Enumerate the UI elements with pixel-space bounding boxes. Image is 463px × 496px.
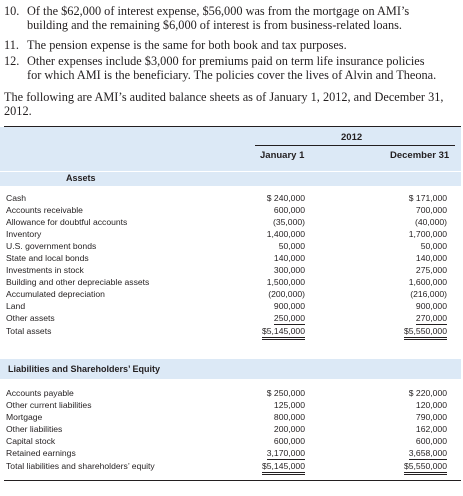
jan-value: (35,000) [272, 217, 305, 227]
row-label: Accounts payable [6, 388, 74, 398]
row-label: Other assets [6, 313, 55, 323]
intro-line: The following are AMI’s audited balance sheets as of January 1, 2012, and December 31, [4, 90, 444, 104]
dec-value: 1,600,000 [408, 277, 447, 287]
jan-value: 900,000 [273, 301, 305, 311]
col-january-1: January 1 [260, 150, 305, 161]
jan-value: $ 240,000 [266, 193, 305, 203]
row-label: Inventory [6, 229, 42, 239]
jan-value: 600,000 [273, 205, 305, 215]
jan-value: (200,000) [268, 289, 305, 299]
jan-value: 140,000 [273, 253, 305, 263]
row-label: Mortgage [6, 412, 43, 422]
dec-value: 162,000 [415, 424, 447, 434]
row-label: Other liabilities [6, 424, 63, 434]
row-label: Accumulated depreciation [6, 289, 105, 299]
dec-value: 790,000 [415, 412, 447, 422]
row-label: Accounts receivable [6, 205, 83, 215]
dec-value: 275,000 [415, 265, 447, 275]
jan-total: $5,145,000 [262, 461, 305, 475]
dec-value: $ 171,000 [408, 193, 447, 203]
row-label: Retained earnings [6, 448, 76, 458]
jan-value: 250,000 [273, 313, 305, 323]
year-underline [255, 145, 455, 146]
jan-value: 800,000 [273, 412, 305, 422]
item-text-line: Other expenses include $3,000 for premiums paid on term life insurance policies [27, 54, 425, 68]
table-bottom-rule [4, 480, 461, 481]
row-label: Capital stock [6, 436, 56, 446]
row-label: Cash [6, 193, 27, 203]
dec-value: 50,000 [420, 241, 447, 251]
dec-value: $ 220,000 [408, 388, 447, 398]
intro-paragraph [4, 90, 460, 118]
dec-total: $5,550,000 [404, 461, 447, 475]
jan-value: $ 250,000 [266, 388, 305, 398]
row-label: State and local bonds [6, 253, 89, 263]
dec-total: $5,550,000 [404, 326, 447, 340]
liabilities-header: Liabilities and Shareholders’ Equity [8, 364, 161, 374]
dec-value: (216,000) [410, 289, 447, 299]
dec-value: 270,000 [415, 313, 447, 323]
row-label: Investments in stock [6, 265, 84, 275]
jan-value: 125,000 [273, 400, 305, 410]
row-label: Land [6, 301, 26, 311]
col-december-31: December 31 [390, 150, 450, 161]
jan-value: 1,500,000 [266, 277, 305, 287]
dec-value: 120,000 [415, 400, 447, 410]
item-number: 12. [4, 54, 20, 68]
jan-value: 50,000 [278, 241, 305, 251]
jan-value: 1,400,000 [266, 229, 305, 239]
item-text-line: for which AMI is the beneficiary. The policies cover the lives of Alvin and Theona. [27, 68, 437, 82]
row-label: Allowance for doubtful accounts [6, 217, 128, 227]
dec-value: 140,000 [415, 253, 447, 263]
dec-value: 700,000 [415, 205, 447, 215]
item-text-line: building and the remaining $6,000 of interest is from business-related loans. [27, 18, 402, 32]
item-number: 11. [4, 38, 19, 52]
row-label: Other current liabilities [6, 400, 92, 410]
item-number: 10. [4, 4, 20, 18]
jan-value: 600,000 [273, 436, 305, 446]
item-text-line: Of the $62,000 of interest expense, $56,000 was from the mortgage on AMI’s [27, 4, 410, 18]
intro-line: 2012. [4, 104, 32, 118]
row-label: U.S. government bonds [6, 241, 97, 251]
dec-value: 3,658,000 [408, 448, 447, 458]
row-label: Total assets [6, 326, 52, 336]
jan-total: $5,145,000 [262, 326, 305, 340]
year-header: 2012 [341, 132, 363, 143]
item-text-line: The pension expense is the same for both book and tax purposes. [27, 38, 347, 52]
dec-value: 600,000 [415, 436, 447, 446]
jan-value: 300,000 [273, 265, 305, 275]
jan-value: 3,170,000 [266, 448, 305, 458]
row-label: Total liabilities and shareholders’ equity [6, 461, 155, 471]
assets-header: Assets [66, 173, 96, 183]
dec-value: 1,700,000 [408, 229, 447, 239]
dec-value: (40,000) [414, 217, 447, 227]
table-header-band [0, 127, 461, 171]
row-label: Building and other depreciable assets [6, 277, 150, 287]
jan-value: 200,000 [273, 424, 305, 434]
dec-value: 900,000 [415, 301, 447, 311]
